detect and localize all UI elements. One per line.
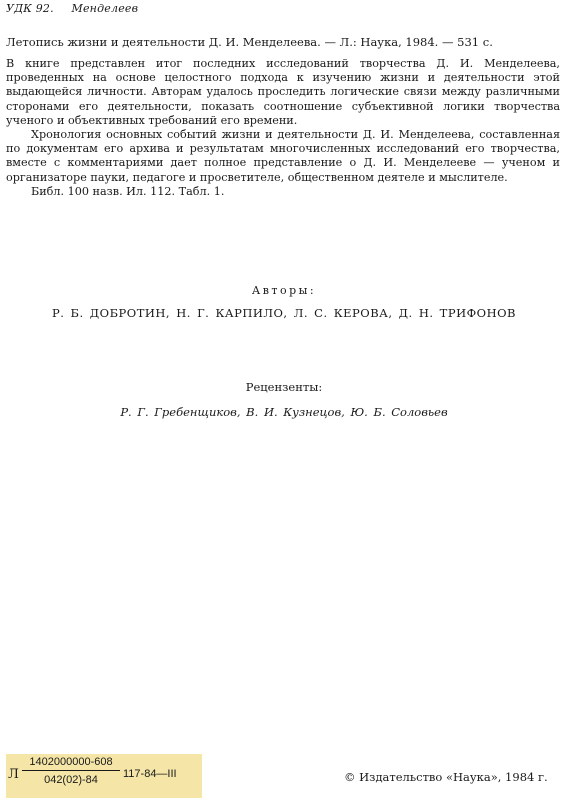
bibliography-note: Библ. 100 назв. Ил. 112. Табл. 1. [31,184,225,198]
stamp-denominator: 042(02)-84 [44,774,98,786]
stamp-numerator: 1402000000-608 [22,755,120,771]
udk-header [6,2,152,15]
reviewers-heading: Рецензенты: [245,380,323,394]
udk-code: УДК 92. [6,2,54,15]
publishing-index-stamp [6,754,202,798]
annotation-paragraph-1: В книге представлен итог последних исследований творчества Д. И. Менделеева, проведенных на основе целостного подхода к изучению жизни и деятельности этой выдающейся личности. Авторам удалось проследить логические связи между различными сторонами его деятельности, показать соотношение субъективной логики творчества ученого и объективных требований его времени. [6,57,560,127]
bibliographic-citation: Летопись жизни и деятельности Д. И. Менделеева. — Л.: Наука, 1984. — 531 с. [6,35,493,49]
udk-subject: Менделеев [71,2,139,15]
stamp-letter: Л [8,767,19,782]
copyright-notice: © Издательство «Наука», 1984 г. [344,770,548,784]
authors-list: Р. Б. ДОБРОТИН, Н. Г. КАРПИЛО, Л. С. КЕРОВА, Д. Н. ТРИФОНОВ [51,306,517,320]
reviewers-list: Р. Г. Гребенщиков, В. И. Кузнецов, Ю. Б. Соловьев [120,405,448,419]
authors-heading: Авторы: [251,284,317,297]
stamp-fraction [22,755,120,786]
stamp-suffix: 117-84—III [123,768,177,780]
annotation-paragraph-2: Хронология основных событий жизни и деятельности Д. И. Менделеева, составленная по документам его архива и результатам многочисленных исследований его творчества, вместе с комментариями дает полное представление о Д. И. Менделееве — ученом и организаторе пауки, педагоге и просветителе, общественном деятеле и мыслителе. [6,128,560,184]
annotation-block [6,57,560,199]
